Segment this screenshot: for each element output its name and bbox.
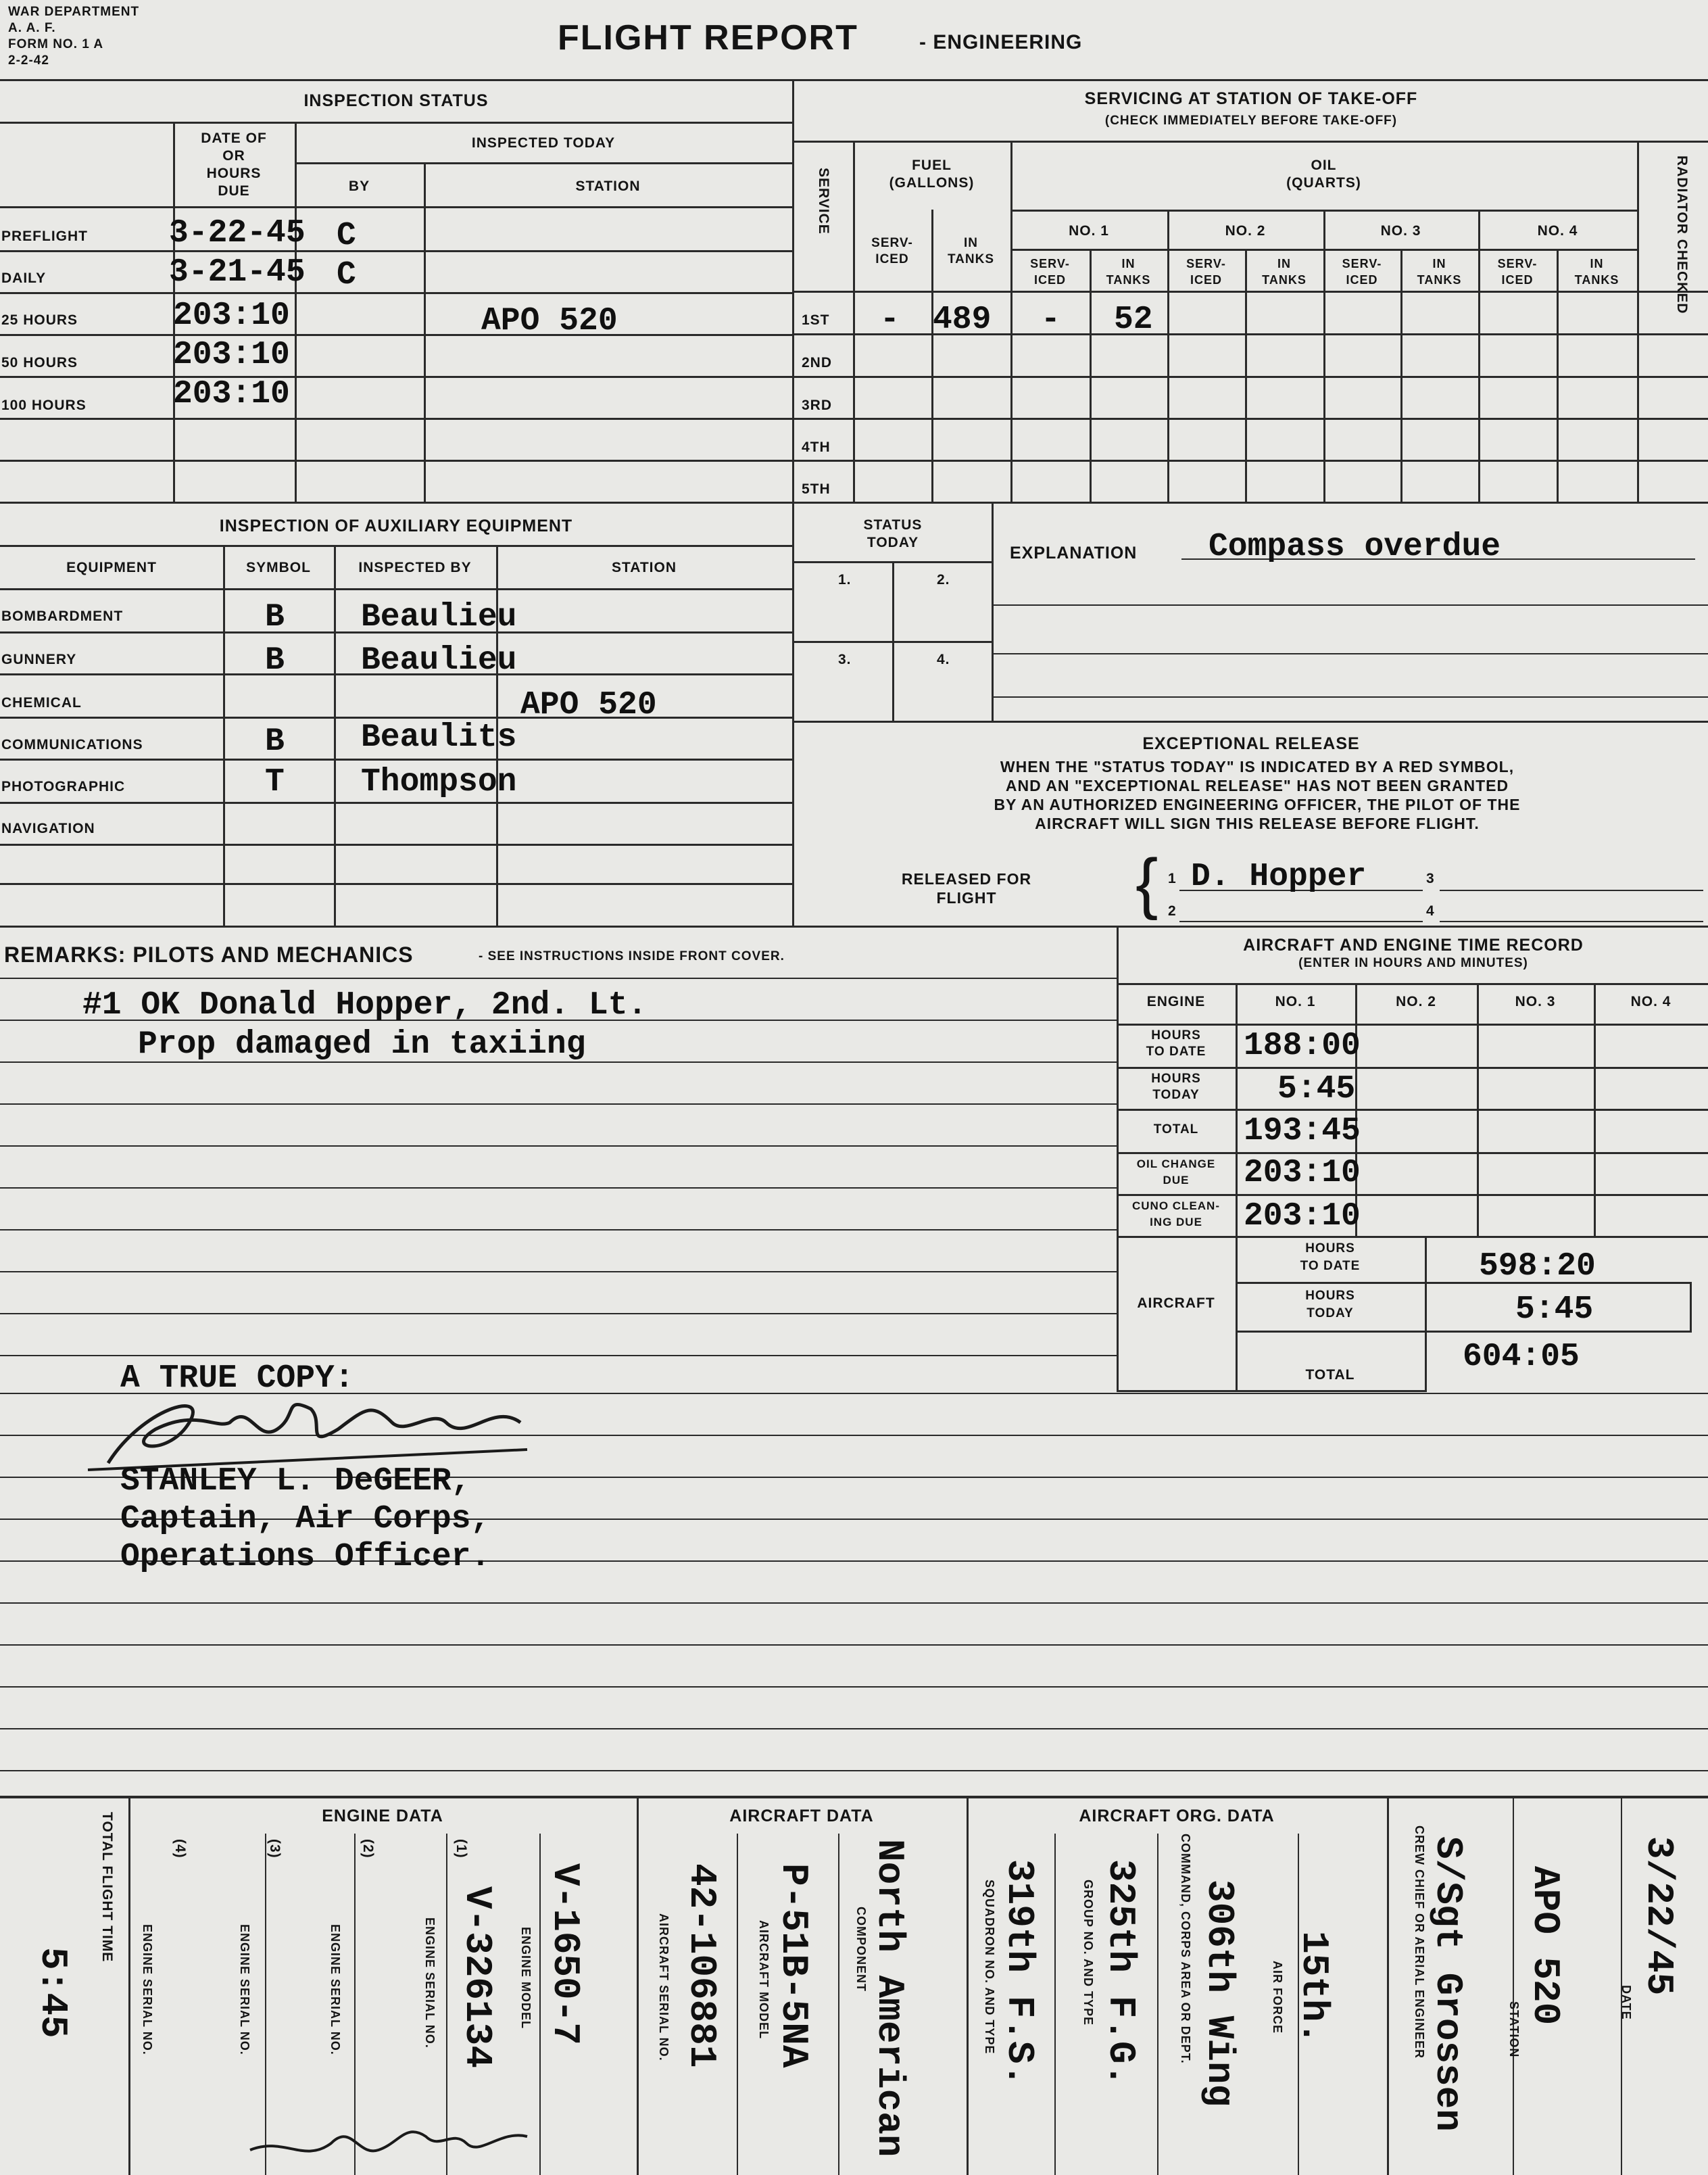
ccd-l2: ING DUE [1150,1216,1202,1228]
ocd-l1: OIL CHANGE [1136,1157,1216,1170]
servicing-subtitle: (CHECK IMMEDIATELY BEFORE TAKE-OFF) [1104,114,1398,128]
col-due-l2: OR [222,148,245,164]
station-header: STATION [575,178,641,194]
release-text-l4: AIRCRAFT WILL SIGN THIS RELEASE BEFORE FLIGHT. [1035,815,1480,832]
hours-today-label [1117,1071,1236,1103]
status-cell-3: 3. [838,652,852,667]
page-subtitle: - ENGINEERING [919,31,1083,53]
gunnery-label: GUNNERY [1,652,77,667]
oil-no4-header: NO. 4 [1537,223,1578,239]
aircraft-data-title: AIRCRAFT DATA [729,1807,874,1825]
inspected-by-header: INSPECTED BY [358,560,472,575]
service-row-1st: 1ST [802,312,830,328]
oil1-serviced-header [1010,256,1090,288]
oil4-tanks-l2: TANKS [1574,273,1619,287]
engine-4-number: (4) [172,1839,188,1859]
service-row-3rd: 3RD [802,398,833,413]
release-text-l1: WHEN THE "STATUS TODAY" IS INDICATED BY A RED SYMBOL, [1000,758,1515,775]
fuel-serviced-value: - [880,302,900,338]
25-hours-due: 203:10 [173,297,290,334]
communications-label: COMMUNICATIONS [1,737,143,752]
oil2-serv-l2: ICED [1190,273,1222,287]
engine-2-number: (2) [360,1839,376,1859]
equipment-header: EQUIPMENT [66,560,157,575]
released-l2: FLIGHT [936,889,997,907]
engine-no1-header: NO. 1 [1275,994,1316,1009]
exceptional-release-text [838,757,1676,833]
status-cell-4: 4. [937,652,950,667]
engine-1-serial-label: ENGINE SERIAL NO. [423,1917,437,2049]
command-value: 306th Wing [1198,1880,1241,2107]
navigation-label: NAVIGATION [1,821,95,836]
release-text-l2: AND AN "EXCEPTIONAL RELEASE" HAS NOT BEEN GRANTED [1005,777,1509,794]
aircraft-hours-today: 5:45 [1515,1291,1594,1328]
25-hours-label: 25 HOURS [1,312,78,328]
communications-by: Beaulits [361,719,517,756]
oil4-serviced-header [1478,256,1557,288]
air-force-label: AIR FORCE [1271,1961,1284,2034]
engine1-total: 193:45 [1244,1113,1361,1149]
signer-title: Operations Officer. [120,1539,491,1575]
inspected-today-header: INSPECTED TODAY [471,135,616,151]
oil1-tanks-l1: IN [1121,257,1136,270]
bombardment-by: Beaulieu [361,599,517,636]
aircraft-serial-label: AIRCRAFT SERIAL NO. [657,1913,670,2061]
release-slot-4: 4 [1426,903,1435,919]
engine-no2-header: NO. 2 [1396,994,1436,1009]
chemical-label: CHEMICAL [1,695,82,711]
form-id [8,4,139,69]
oil1-tanks-l2: TANKS [1106,273,1151,287]
engine1-cuno-due: 203:10 [1244,1198,1361,1235]
oil2-tanks-l2: TANKS [1262,273,1307,287]
signer-name: STANLEY L. DeGEER, [120,1463,471,1500]
engine1-hours-today: 5:45 [1277,1071,1356,1107]
oil4-tanks-header [1557,256,1637,288]
fuel-tanks-value: 489 [933,302,992,338]
aircraft-serial: 42-106881 [680,1863,723,2068]
crew-chief-label: CREW CHIEF OR AERIAL ENGINEER [1413,1825,1426,2059]
remarks-title: REMARKS: PILOTS AND MECHANICS [4,942,414,967]
form-aaf: A. A. F. [8,21,56,35]
oil1-serv-l1: SERV- [1030,257,1070,270]
col-due-l4: DUE [218,183,250,199]
oil1-tanks-header [1090,256,1167,288]
status-today-l2: TODAY [867,535,919,550]
fuel-header [853,157,1010,192]
engine-header: ENGINE [1146,994,1206,1009]
date-value: 3/22/45 [1637,1836,1680,1996]
radiator-checked-label: RADIATOR CHECKED [1674,156,1690,314]
engine-1-number: (1) [454,1839,469,1859]
engine-2-serial-label: ENGINE SERIAL NO. [328,1924,342,2055]
oil2-tanks-header [1245,256,1323,288]
crew-chief-value: S/Sgt Grossen [1426,1836,1469,2132]
exceptional-release-title: EXCEPTIONAL RELEASE [1142,734,1360,753]
oil-header [1010,157,1637,192]
release-text-l3: BY AN AUTHORIZED ENGINEERING OFFICER, THE PILOT OF THE [994,796,1521,813]
aircraft-total: 604:05 [1463,1339,1580,1375]
photographic-by: Thompson [361,764,517,800]
fuel-tanks-header [931,235,1010,268]
oil3-tanks-l1: IN [1432,257,1446,270]
release-slot-3: 3 [1426,871,1435,886]
engine1-oil-change-due: 203:10 [1244,1155,1361,1191]
fuel-unit: (GALLONS) [889,175,975,191]
ahtd-l2: TO DATE [1300,1259,1361,1273]
hours-to-date-label [1117,1028,1236,1060]
status-cell-1: 1. [838,572,852,588]
aux-station-value: APO 520 [520,687,657,723]
aht-l1: HOURS [1305,1289,1355,1303]
engine-4-serial-label: ENGINE SERIAL NO. [141,1924,154,2055]
fuel-tanks-l2: TANKS [947,252,995,266]
aircraft-hours-to-date-label [1236,1240,1425,1275]
ahtd-l1: HOURS [1305,1241,1355,1256]
air-force-value: 15th. [1292,1931,1336,2045]
cuno-cleaning-due-label [1117,1198,1236,1230]
released-by-value: D. Hopper [1191,859,1367,895]
fuel-title: FUEL [912,158,952,173]
oil2-serv-l1: SERV- [1186,257,1226,270]
total-flight-time-label: TOTAL FLIGHT TIME [99,1812,115,1963]
page-title: FLIGHT REPORT [558,18,858,57]
date-label: DATE [1619,1985,1633,2020]
by-header: BY [348,178,370,194]
oil-unit: (QUARTS) [1286,175,1361,191]
component-value: North American [868,1839,911,2157]
preflight-label: PREFLIGHT [1,229,88,244]
station-value: APO 520 [1523,1866,1567,2026]
explanation-value: Compass overdue [1209,529,1501,565]
total-label: TOTAL [1153,1122,1199,1137]
daily-label: DAILY [1,270,47,286]
oil3-tanks-header [1400,256,1478,288]
oil3-tanks-l2: TANKS [1417,273,1462,287]
bombardment-label: BOMBARDMENT [1,608,124,624]
station-label: STATION [1507,2001,1521,2058]
engine-data-title: ENGINE DATA [322,1807,443,1825]
service-row-5th: 5TH [802,481,831,497]
handwritten-initials [243,2109,554,2175]
daily-due: 3-21-45 [169,254,306,291]
oil4-serv-l1: SERV- [1497,257,1538,270]
100-hours-label: 100 HOURS [1,398,87,413]
oil4-serv-l2: ICED [1501,273,1534,287]
squadron-value: 319th F.S. [998,1859,1041,2087]
fuel-serviced-l1: SERV- [871,236,913,250]
preflight-by: C [337,218,356,254]
oil-title: OIL [1311,158,1337,173]
aux-equipment-title: INSPECTION OF AUXILIARY EQUIPMENT [219,517,573,535]
fuel-serviced-l2: ICED [875,252,909,266]
bombardment-symbol: B [265,599,285,636]
inspection-station-value: APO 520 [481,303,618,339]
aircraft-label: AIRCRAFT [1137,1295,1215,1311]
aht-l2: TODAY [1307,1306,1354,1320]
form-number: FORM NO. 1 A [8,37,104,51]
oil-no3-header: NO. 3 [1380,223,1421,239]
org-data-title: AIRCRAFT ORG. DATA [1079,1807,1275,1825]
oil4-tanks-l1: IN [1590,257,1604,270]
remarks-line-2: Prop damaged in taxiing [138,1026,586,1063]
engine-model-label: ENGINE MODEL [519,1927,533,2030]
oil2-serviced-header [1167,256,1245,288]
engine-3-serial-label: ENGINE SERIAL NO. [238,1924,251,2055]
gunnery-by: Beaulieu [361,642,517,679]
component-label: COMPONENT [854,1907,868,1992]
status-today-l1: STATUS [863,517,923,533]
engine-no4-header: NO. 4 [1630,994,1672,1009]
release-brace: { [1136,845,1158,921]
group-value: 325th F.G. [1099,1859,1142,2087]
inspection-status-title: INSPECTION STATUS [303,91,489,110]
ht-l1: HOURS [1151,1072,1201,1086]
daily-by: C [337,257,356,293]
col-due-l3: HOURS [206,166,262,181]
form-dept: WAR DEPARTMENT [8,5,140,19]
oil3-serv-l2: ICED [1346,273,1378,287]
100-hours-due: 203:10 [173,376,290,412]
signer-rank: Captain, Air Corps, [120,1501,491,1537]
oil-change-due-label [1117,1156,1236,1189]
explanation-label: EXPLANATION [1010,544,1138,563]
total-flight-time: 5:45 [31,1947,74,2038]
photographic-label: PHOTOGRAPHIC [1,779,126,794]
gunnery-symbol: B [265,642,285,679]
oil-no1-header: NO. 1 [1069,223,1109,239]
col-due-header [173,130,295,200]
50-hours-label: 50 HOURS [1,355,78,371]
remarks-line-1: #1 OK Donald Hopper, 2nd. Lt. [82,987,648,1024]
fuel-tanks-l1: IN [964,236,978,250]
released-for-flight-label [879,869,1054,907]
oil1-serv-l2: ICED [1033,273,1066,287]
true-copy-label: A TRUE COPY: [120,1360,354,1397]
engine-1-serial: V-326134 [456,1886,499,2068]
status-cell-2: 2. [937,572,950,588]
engine-3-number: (3) [267,1839,283,1859]
status-today-header [794,517,992,552]
released-l1: RELEASED FOR [901,870,1032,888]
aux-station-header: STATION [611,560,677,575]
engine-no3-header: NO. 3 [1515,994,1556,1009]
col-due-l1: DATE OF [201,130,267,146]
release-slot-1: 1 [1168,871,1177,886]
oil2-tanks-l1: IN [1277,257,1291,270]
service-row-4th: 4TH [802,439,831,455]
remarks-note: - SEE INSTRUCTIONS INSIDE FRONT COVER. [479,949,785,963]
50-hours-due: 203:10 [173,337,290,373]
service-row-2nd: 2ND [802,355,833,371]
preflight-due: 3-22-45 [169,215,306,252]
group-label: GROUP NO. AND TYPE [1081,1880,1095,2026]
aircraft-hours-to-date: 598:20 [1479,1248,1596,1285]
ocd-l2: DUE [1163,1174,1190,1187]
ht-l2: TODAY [1152,1088,1200,1102]
ccd-l1: CUNO CLEAN- [1132,1199,1220,1212]
fuel-serviced-header [853,235,931,268]
oil1-tanks-value: 52 [1114,302,1153,338]
oil3-serv-l1: SERV- [1342,257,1382,270]
htd-l1: HOURS [1151,1028,1201,1043]
htd-l2: TO DATE [1146,1045,1206,1059]
release-slot-2: 2 [1168,903,1177,919]
time-record-subtitle: (ENTER IN HOURS AND MINUTES) [1298,956,1528,970]
engine-model: V-1650-7 [543,1863,587,2045]
communications-symbol: B [265,723,285,760]
symbol-header: SYMBOL [246,560,311,575]
servicing-title: SERVICING AT STATION OF TAKE-OFF [1084,89,1418,108]
aircraft-model-label: AIRCRAFT MODEL [757,1920,771,2039]
aircraft-model: P-51B-5NA [772,1863,815,2068]
oil-no2-header: NO. 2 [1225,223,1266,239]
time-record-title: AIRCRAFT AND ENGINE TIME RECORD [1243,936,1584,955]
aircraft-hours-today-label [1236,1287,1425,1322]
engine1-hours-to-date: 188:00 [1244,1028,1361,1064]
oil3-serviced-header [1323,256,1400,288]
photographic-symbol: T [265,764,285,800]
form-date: 2-2-42 [8,53,49,68]
service-label: SERVICE [816,168,831,235]
aircraft-total-label: TOTAL [1305,1367,1355,1383]
oil1-serviced-value: - [1041,302,1060,338]
squadron-label: SQUADRON NO. AND TYPE [983,1880,996,2055]
command-label: COMMAND, CORPS AREA OR DEPT. [1179,1834,1192,2064]
